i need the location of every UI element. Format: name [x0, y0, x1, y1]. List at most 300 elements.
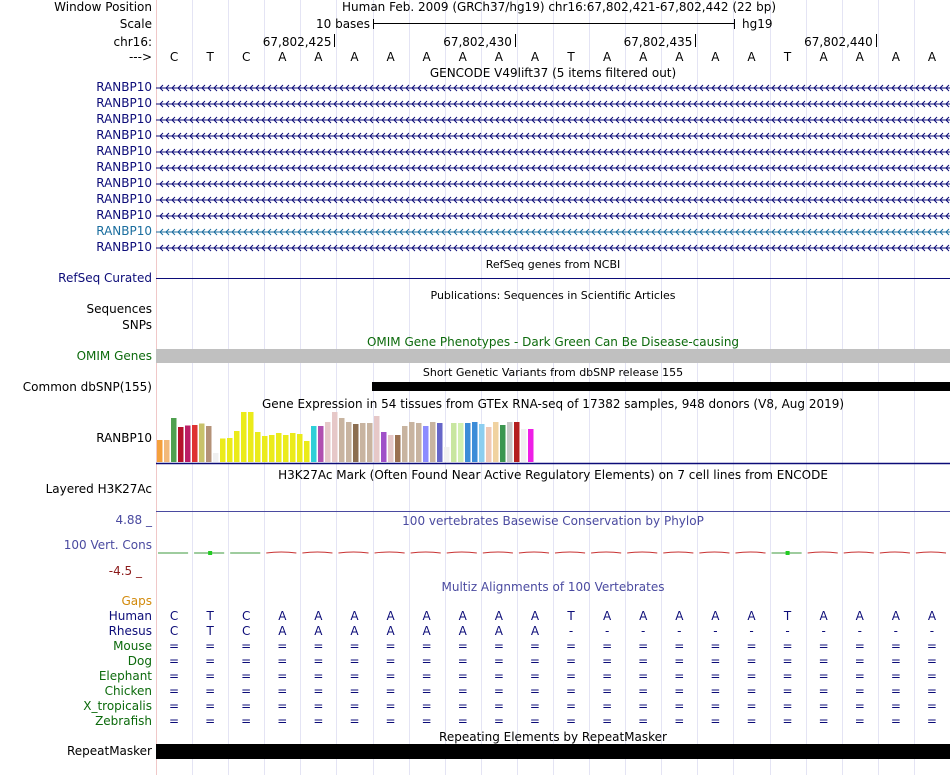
multiz-base: =	[854, 699, 865, 713]
gencode-transcript[interactable]	[156, 243, 950, 253]
multiz-base: A	[350, 624, 359, 638]
sequence-base: A	[422, 50, 431, 64]
phylop-mark	[663, 552, 693, 553]
ruler-tick-label: 67,802,425	[262, 35, 332, 49]
multiz-base: =	[818, 699, 829, 713]
gencode-transcript[interactable]	[156, 163, 950, 173]
gtex-bar	[479, 424, 485, 462]
multiz-base: =	[493, 714, 504, 728]
multiz-base: =	[313, 699, 324, 713]
phylop-mark	[916, 552, 946, 553]
multiz-base: =	[385, 699, 396, 713]
gtex-bar	[346, 422, 352, 462]
sequence-base: A	[927, 50, 937, 64]
multiz-base: =	[457, 669, 468, 683]
assembly-title[interactable]: Human Feb. 2009 (GRCh37/hg19) chr16:67,802,421-67,802,442 (22 bp)	[342, 0, 777, 14]
phylop-mark	[880, 552, 910, 553]
gtex-bar-chart[interactable]	[156, 410, 950, 466]
multiz-base: =	[205, 714, 216, 728]
gtex-bar	[164, 440, 170, 462]
multiz-base: =	[602, 669, 613, 683]
multiz-base: =	[457, 639, 468, 653]
gtex-bar	[353, 424, 359, 462]
multiz-base: -	[604, 624, 610, 638]
multiz-base: =	[818, 669, 829, 683]
multiz-base: C	[169, 624, 179, 638]
phylop-mark	[555, 552, 585, 553]
phylop-mark	[699, 552, 729, 553]
multiz-base: A	[314, 624, 323, 638]
multiz-base: =	[421, 669, 432, 683]
gtex-bar	[171, 418, 177, 462]
multiz-base: =	[638, 639, 649, 653]
multiz-base: =	[205, 639, 216, 653]
multiz-base: =	[385, 669, 396, 683]
gtex-bar	[332, 412, 338, 462]
multiz-base: =	[890, 654, 901, 668]
multiz-base: =	[421, 699, 432, 713]
multiz-base: =	[926, 669, 937, 683]
gtex-bar	[458, 423, 464, 462]
gtex-bar	[325, 422, 331, 462]
multiz-base: =	[566, 699, 577, 713]
multiz-base: =	[602, 639, 613, 653]
multiz-base: =	[710, 639, 721, 653]
gtex-bar	[381, 432, 387, 462]
gencode-gene-label[interactable]: RANBP10	[96, 128, 152, 142]
multiz-base: =	[674, 684, 685, 698]
gtex-bar	[402, 426, 408, 462]
multiz-base: A	[639, 609, 648, 623]
multiz-base: =	[926, 714, 937, 728]
multiz-base: =	[457, 714, 468, 728]
multiz-base: T	[783, 609, 792, 623]
phylop-mark	[519, 552, 549, 553]
gaps-label: Gaps	[121, 594, 152, 608]
multiz-species-label[interactable]: Rhesus	[108, 624, 152, 638]
multiz-base: =	[349, 654, 360, 668]
multiz-base: A	[711, 609, 720, 623]
multiz-base: -	[749, 624, 754, 638]
sequence-base: A	[711, 50, 720, 64]
gtex-bar	[521, 429, 527, 462]
gtex-bar	[241, 412, 247, 462]
multiz-base: =	[529, 654, 540, 668]
sequence-base: T	[783, 50, 792, 64]
scale-bar	[373, 19, 735, 29]
multiz-base: =	[782, 714, 793, 728]
gencode-transcript[interactable]	[156, 179, 950, 189]
gtex-bar	[227, 438, 233, 462]
multiz-base: =	[241, 684, 252, 698]
multiz-base: =	[854, 669, 865, 683]
gencode-gene-label[interactable]: RANBP10	[96, 96, 152, 110]
phylop-mark	[591, 552, 621, 553]
gencode-gene-label[interactable]: RANBP10	[96, 176, 152, 190]
omim-title[interactable]: OMIM Gene Phenotypes - Dark Green Can Be Disease-causing	[366, 335, 740, 349]
multiz-base: =	[890, 684, 901, 698]
gtex-bar	[500, 425, 506, 462]
multiz-base: =	[746, 639, 757, 653]
multiz-base: =	[818, 654, 829, 668]
multiz-base: =	[566, 639, 577, 653]
dbsnp-label[interactable]: Common dbSNP(155)	[22, 380, 152, 394]
multiz-base: =	[349, 669, 360, 683]
snps-label[interactable]: SNPs	[122, 318, 152, 332]
multiz-base: =	[602, 699, 613, 713]
gtex-bar	[178, 427, 184, 462]
multiz-species-label[interactable]: Chicken	[104, 684, 152, 698]
multiz-base: A	[530, 624, 540, 638]
gencode-transcript[interactable]	[156, 227, 950, 237]
multiz-base: =	[457, 699, 468, 713]
multiz-base: =	[493, 669, 504, 683]
gtex-bar	[262, 436, 268, 462]
gtex-bar	[276, 433, 282, 462]
multiz-base: =	[926, 639, 937, 653]
phylop-mark	[808, 552, 838, 553]
publications-title[interactable]: Publications: Sequences in Scientific Articles	[430, 289, 676, 302]
gtex-bar	[297, 434, 303, 462]
gtex-bar	[157, 440, 163, 462]
ruler-tick	[876, 34, 877, 47]
multiz-base: T	[206, 609, 214, 623]
multiz-base: =	[169, 654, 180, 668]
multiz-base: =	[710, 684, 721, 698]
repeatmasker-label[interactable]: RepeatMasker	[66, 744, 152, 758]
gencode-gene-label[interactable]: RANBP10	[96, 112, 152, 126]
multiz-base: =	[782, 699, 793, 713]
multiz-base: =	[385, 714, 396, 728]
dbsnp-title[interactable]: Short Genetic Variants from dbSNP release 155	[422, 366, 684, 379]
multiz-base: A	[422, 609, 431, 623]
publications-label[interactable]: Sequences	[86, 302, 152, 316]
sequence-base: A	[603, 50, 612, 64]
omim-bar[interactable]	[156, 349, 950, 363]
gtex-bar	[206, 426, 212, 462]
multiz-base: =	[241, 714, 252, 728]
gtex-bar	[472, 422, 478, 462]
multiz-title[interactable]: Multiz Alignments of 100 Vertebrates	[441, 580, 665, 594]
gtex-bar	[444, 447, 450, 462]
multiz-base: =	[602, 714, 613, 728]
multiz-base: =	[349, 639, 360, 653]
gencode-gene-label[interactable]: RANBP10	[96, 80, 152, 94]
multiz-base: =	[746, 684, 757, 698]
multiz-base: =	[890, 639, 901, 653]
multiz-base: -	[568, 624, 574, 638]
sequence-base: A	[530, 50, 540, 64]
multiz-base: =	[638, 669, 649, 683]
multiz-base: =	[674, 654, 685, 668]
phylop-label[interactable]: 100 Vert. Cons	[63, 538, 152, 552]
multiz-base: =	[493, 639, 504, 653]
multiz-base: -	[713, 624, 718, 638]
multiz-base: C	[242, 624, 251, 638]
gtex-bar	[465, 423, 471, 462]
multiz-base: A	[278, 624, 287, 638]
gtex-bar	[311, 426, 317, 462]
gtex-bar	[304, 441, 310, 462]
gtex-bar	[192, 425, 198, 462]
multiz-base: =	[602, 684, 613, 698]
multiz-base: =	[313, 639, 324, 653]
gtex-bar	[255, 432, 261, 462]
multiz-base: =	[313, 654, 324, 668]
multiz-base: =	[421, 684, 432, 698]
multiz-base: =	[493, 699, 504, 713]
phylop-mark	[786, 551, 790, 555]
gtex-title[interactable]: Gene Expression in 54 tissues from GTEx RNA-seq of 17382 samples, 948 donors (V8, Aug 2019)	[261, 397, 845, 411]
multiz-base: =	[313, 684, 324, 698]
gtex-bar	[507, 422, 513, 462]
gencode-transcript[interactable]	[156, 83, 950, 93]
multiz-base: T	[567, 609, 575, 623]
multiz-base: -	[929, 624, 935, 638]
multiz-species-label[interactable]: Dog	[127, 654, 152, 668]
multiz-base: =	[349, 684, 360, 698]
multiz-base: -	[641, 624, 646, 638]
multiz-base: =	[205, 654, 216, 668]
gtex-bar	[388, 435, 394, 462]
multiz-species-label[interactable]: Human	[108, 609, 152, 623]
multiz-base: =	[457, 684, 468, 698]
sequence-base: A	[891, 50, 900, 64]
multiz-base: =	[313, 714, 324, 728]
refseq-label[interactable]: RefSeq Curated	[58, 271, 152, 285]
multiz-base: =	[277, 684, 288, 698]
multiz-base: A	[494, 624, 503, 638]
ruler-tick-label: 67,802,430	[443, 35, 512, 49]
multiz-base: -	[785, 624, 790, 638]
multiz-base: =	[926, 699, 937, 713]
sequence-base: A	[675, 50, 684, 64]
multiz-base: C	[169, 609, 179, 623]
gtex-bar	[528, 429, 534, 462]
multiz-species-label[interactable]: Mouse	[113, 639, 152, 653]
phylop-signal[interactable]	[156, 545, 950, 561]
multiz-base: =	[782, 639, 793, 653]
chrom-label: chr16:	[113, 35, 152, 49]
multiz-base: =	[782, 669, 793, 683]
multiz-base: =	[493, 654, 504, 668]
multiz-base: A	[891, 609, 900, 623]
multiz-base: =	[169, 639, 180, 653]
ruler-tick	[515, 34, 516, 47]
multiz-base: =	[529, 669, 540, 683]
multiz-base: =	[566, 684, 577, 698]
gtex-bar	[423, 426, 429, 462]
multiz-base: =	[277, 669, 288, 683]
gtex-bar	[367, 423, 373, 462]
scale-label: Scale	[119, 17, 152, 31]
sequence-base: C	[242, 50, 251, 64]
gencode-gene-label[interactable]: RANBP10	[96, 144, 152, 158]
multiz-base: A	[819, 609, 828, 623]
gencode-transcript[interactable]	[156, 115, 950, 125]
multiz-base: A	[458, 624, 467, 638]
phylop-min-label: -4.5 _	[108, 564, 142, 578]
h3k27ac-title[interactable]: H3K27Ac Mark (Often Found Near Active Regulatory Elements) on 7 cell lines from ENCODE	[278, 468, 828, 482]
multiz-base: =	[241, 654, 252, 668]
gencode-transcript[interactable]	[156, 195, 950, 205]
multiz-base: A	[314, 609, 323, 623]
multiz-base: =	[421, 714, 432, 728]
multiz-base: =	[205, 684, 216, 698]
refseq-line[interactable]	[156, 278, 950, 279]
multiz-base: =	[205, 699, 216, 713]
sequence-base: A	[855, 50, 864, 64]
multiz-base: =	[782, 684, 793, 698]
dbsnp-bar[interactable]	[372, 382, 950, 391]
multiz-base: =	[854, 714, 865, 728]
multiz-base: =	[674, 639, 685, 653]
multiz-base: =	[782, 654, 793, 668]
multiz-base: =	[638, 699, 649, 713]
multiz-base: =	[890, 714, 901, 728]
multiz-base: =	[169, 684, 180, 698]
multiz-base: =	[385, 639, 396, 653]
gtex-bar	[220, 439, 226, 463]
ruler-tick	[695, 34, 696, 47]
phylop-mark	[447, 552, 477, 553]
gtex-bar	[486, 427, 492, 462]
ruler-tick	[334, 34, 335, 47]
multiz-base: =	[241, 669, 252, 683]
phylop-title[interactable]: 100 vertebrates Basewise Conservation by PhyloP	[402, 514, 704, 528]
multiz-base: A	[278, 609, 287, 623]
multiz-base: =	[818, 639, 829, 653]
multiz-base: =	[277, 654, 288, 668]
gtex-bar	[269, 435, 275, 462]
db-text: hg19	[742, 17, 773, 31]
multiz-base: -	[857, 624, 862, 638]
sequence-base: A	[386, 50, 395, 64]
multiz-base: =	[818, 714, 829, 728]
multiz-base: =	[349, 714, 360, 728]
omim-label[interactable]: OMIM Genes	[76, 349, 152, 363]
multiz-base: =	[818, 684, 829, 698]
gtex-bar	[416, 423, 422, 462]
sequence-base: A	[314, 50, 323, 64]
multiz-base: =	[493, 684, 504, 698]
multiz-base: =	[277, 714, 288, 728]
multiz-base: =	[421, 654, 432, 668]
refseq-title[interactable]: RefSeq genes from NCBI	[485, 258, 621, 271]
gencode-gene-label[interactable]: RANBP10	[96, 160, 152, 174]
multiz-base: -	[821, 624, 826, 638]
multiz-base: =	[169, 714, 180, 728]
multiz-base: A	[530, 609, 540, 623]
gtex-bar	[185, 426, 191, 463]
strand-arrow-label: --->	[128, 50, 152, 64]
phylop-mark	[266, 552, 296, 553]
phylop-mark	[411, 552, 441, 553]
multiz-base: =	[241, 639, 252, 653]
sequence-base: A	[747, 50, 756, 64]
multiz-base: =	[638, 654, 649, 668]
multiz-base: =	[746, 669, 757, 683]
repeatmasker-title[interactable]: Repeating Elements by RepeatMasker	[439, 730, 667, 744]
gtex-bar	[290, 433, 296, 462]
phylop-mark	[844, 552, 874, 553]
multiz-base: A	[458, 609, 467, 623]
phylop-mark	[338, 552, 368, 553]
multiz-base: =	[566, 669, 577, 683]
gencode-transcript[interactable]	[156, 99, 950, 109]
h3k27ac-label[interactable]: Layered H3K27Ac	[45, 482, 152, 496]
gencode-transcript[interactable]	[156, 211, 950, 221]
multiz-base: =	[854, 639, 865, 653]
multiz-base: =	[710, 714, 721, 728]
multiz-base: =	[926, 654, 937, 668]
multiz-base: A	[422, 624, 431, 638]
multiz-base: =	[854, 684, 865, 698]
multiz-base: =	[205, 669, 216, 683]
multiz-base: C	[242, 609, 251, 623]
multiz-species-label[interactable]: Elephant	[98, 669, 152, 683]
multiz-base: A	[747, 609, 756, 623]
gtex-bar	[339, 418, 345, 462]
multiz-base: A	[603, 609, 612, 623]
phylop-mark	[302, 552, 332, 553]
gencode-title[interactable]: GENCODE V49lift37 (5 items filtered out)	[429, 66, 677, 80]
phylop-mark	[735, 552, 765, 553]
multiz-base: =	[277, 639, 288, 653]
gencode-gene-label[interactable]: RANBP10	[96, 224, 152, 238]
sequence-base: T	[206, 50, 214, 64]
multiz-base: -	[677, 624, 682, 638]
multiz-base: =	[169, 699, 180, 713]
multiz-base: =	[457, 654, 468, 668]
multiz-base: =	[529, 684, 540, 698]
multiz-base: =	[638, 714, 649, 728]
multiz-species-label[interactable]: Zebrafish	[95, 714, 152, 728]
gencode-transcript[interactable]	[156, 131, 950, 141]
multiz-base: =	[746, 654, 757, 668]
gtex-bar	[360, 423, 366, 462]
gtex-bar	[374, 416, 380, 462]
multiz-base: =	[710, 699, 721, 713]
multiz-base: A	[350, 609, 359, 623]
multiz-base: =	[710, 669, 721, 683]
gencode-gene-label[interactable]: RANBP10	[96, 208, 152, 222]
multiz-base: =	[746, 714, 757, 728]
multiz-base: =	[854, 654, 865, 668]
multiz-base: A	[927, 609, 937, 623]
multiz-base: =	[674, 714, 685, 728]
repeatmasker-bar[interactable]	[156, 744, 950, 759]
multiz-species-label[interactable]: X_tropicalis	[83, 699, 152, 713]
gencode-transcript[interactable]	[156, 147, 950, 157]
multiz-base: =	[241, 699, 252, 713]
multiz-base: =	[890, 699, 901, 713]
gtex-label[interactable]: RANBP10	[96, 431, 152, 445]
gtex-bar	[213, 453, 219, 462]
multiz-base: =	[566, 654, 577, 668]
multiz-base: A	[675, 609, 684, 623]
sequence-base: A	[819, 50, 828, 64]
gencode-gene-label[interactable]: RANBP10	[96, 240, 152, 254]
multiz-base: =	[602, 654, 613, 668]
multiz-base: A	[386, 624, 395, 638]
gtex-bar	[283, 435, 289, 462]
multiz-base: =	[349, 699, 360, 713]
sequence-base: A	[350, 50, 359, 64]
sequence-base: C	[169, 50, 179, 64]
gencode-gene-label[interactable]: RANBP10	[96, 192, 152, 206]
multiz-base: =	[385, 684, 396, 698]
